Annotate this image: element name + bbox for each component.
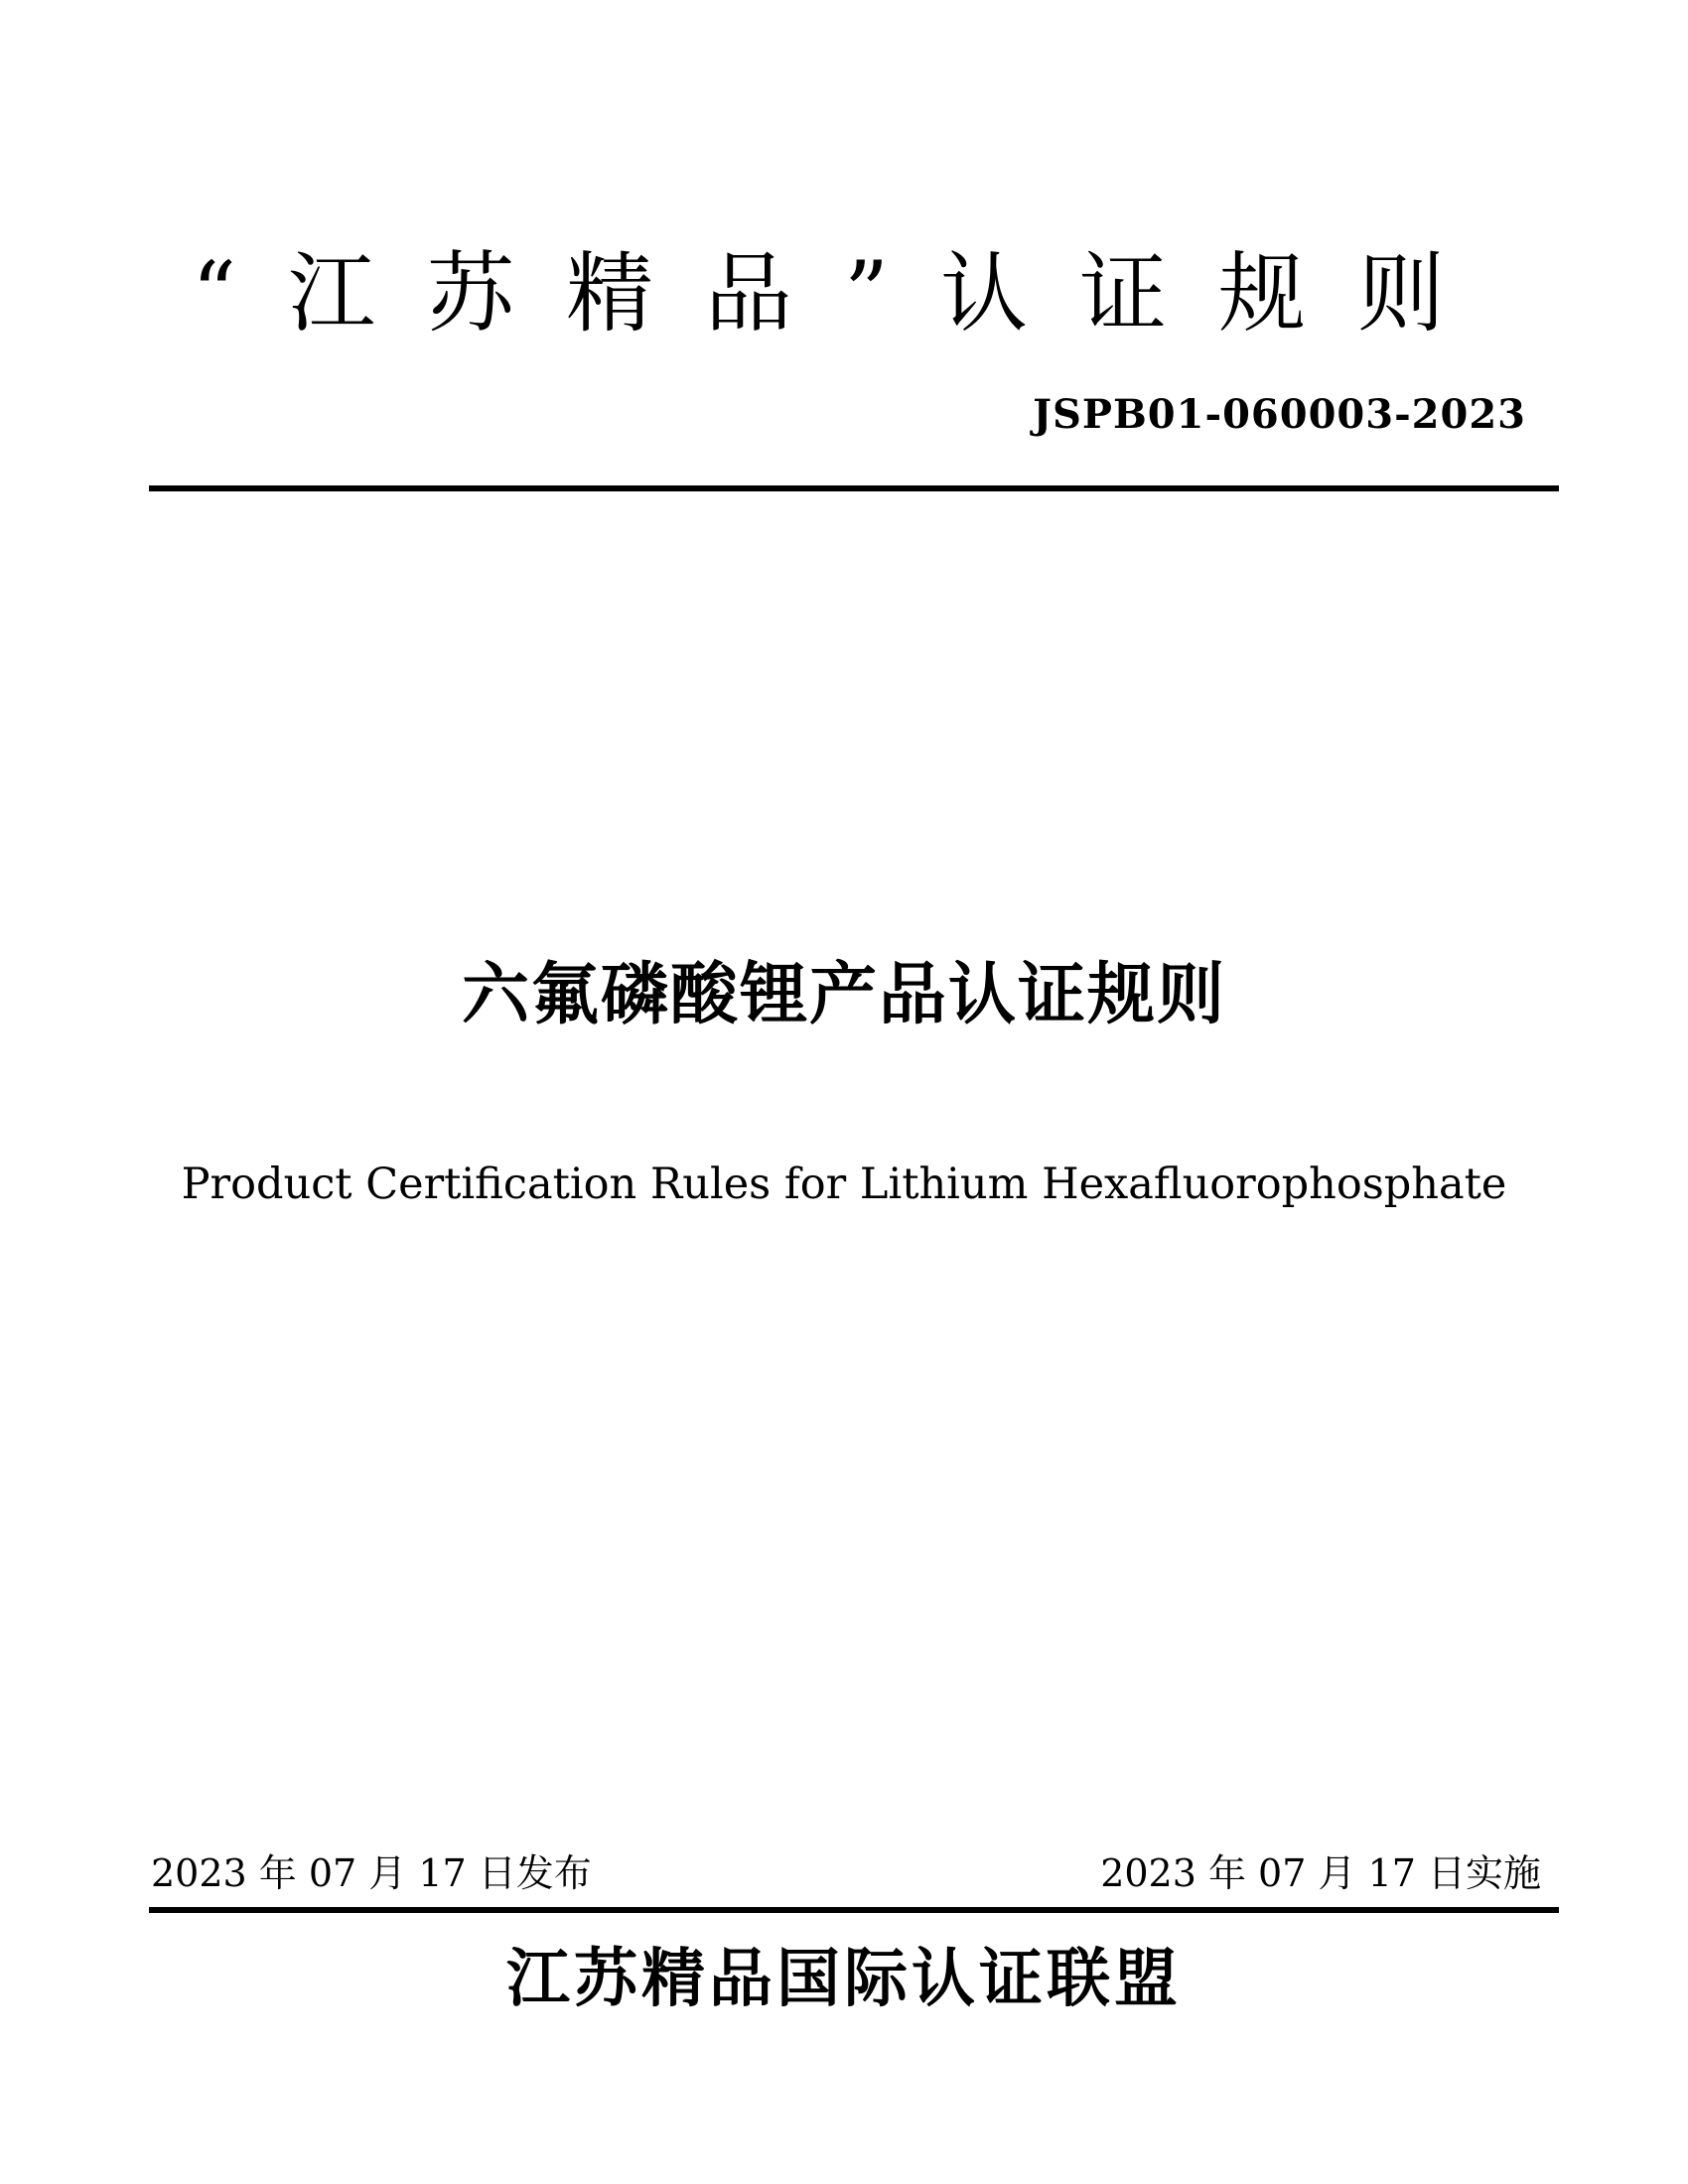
doc-number: JSPB01-060003-2023 — [1033, 391, 1526, 438]
product-title-cn: 六氟磷酸锂产品认证规则 — [461, 955, 1226, 1034]
dates-row — [151, 1843, 1541, 1897]
implementation-date: 2023 年 07 月 17 日实施 — [1100, 1851, 1541, 1895]
issuing-organization: 江苏精品国际认证联盟 — [506, 1942, 1182, 2016]
header-rule — [149, 485, 1559, 491]
product-title-en: Product Certification Rules for Lithium Hexafluorophosphate — [181, 1160, 1507, 1209]
footer-rule — [149, 1907, 1559, 1913]
issue-date: 2023 年 07 月 17 日发布 — [151, 1851, 592, 1895]
cover-title: “江苏精品”认证规则 — [192, 242, 1496, 344]
